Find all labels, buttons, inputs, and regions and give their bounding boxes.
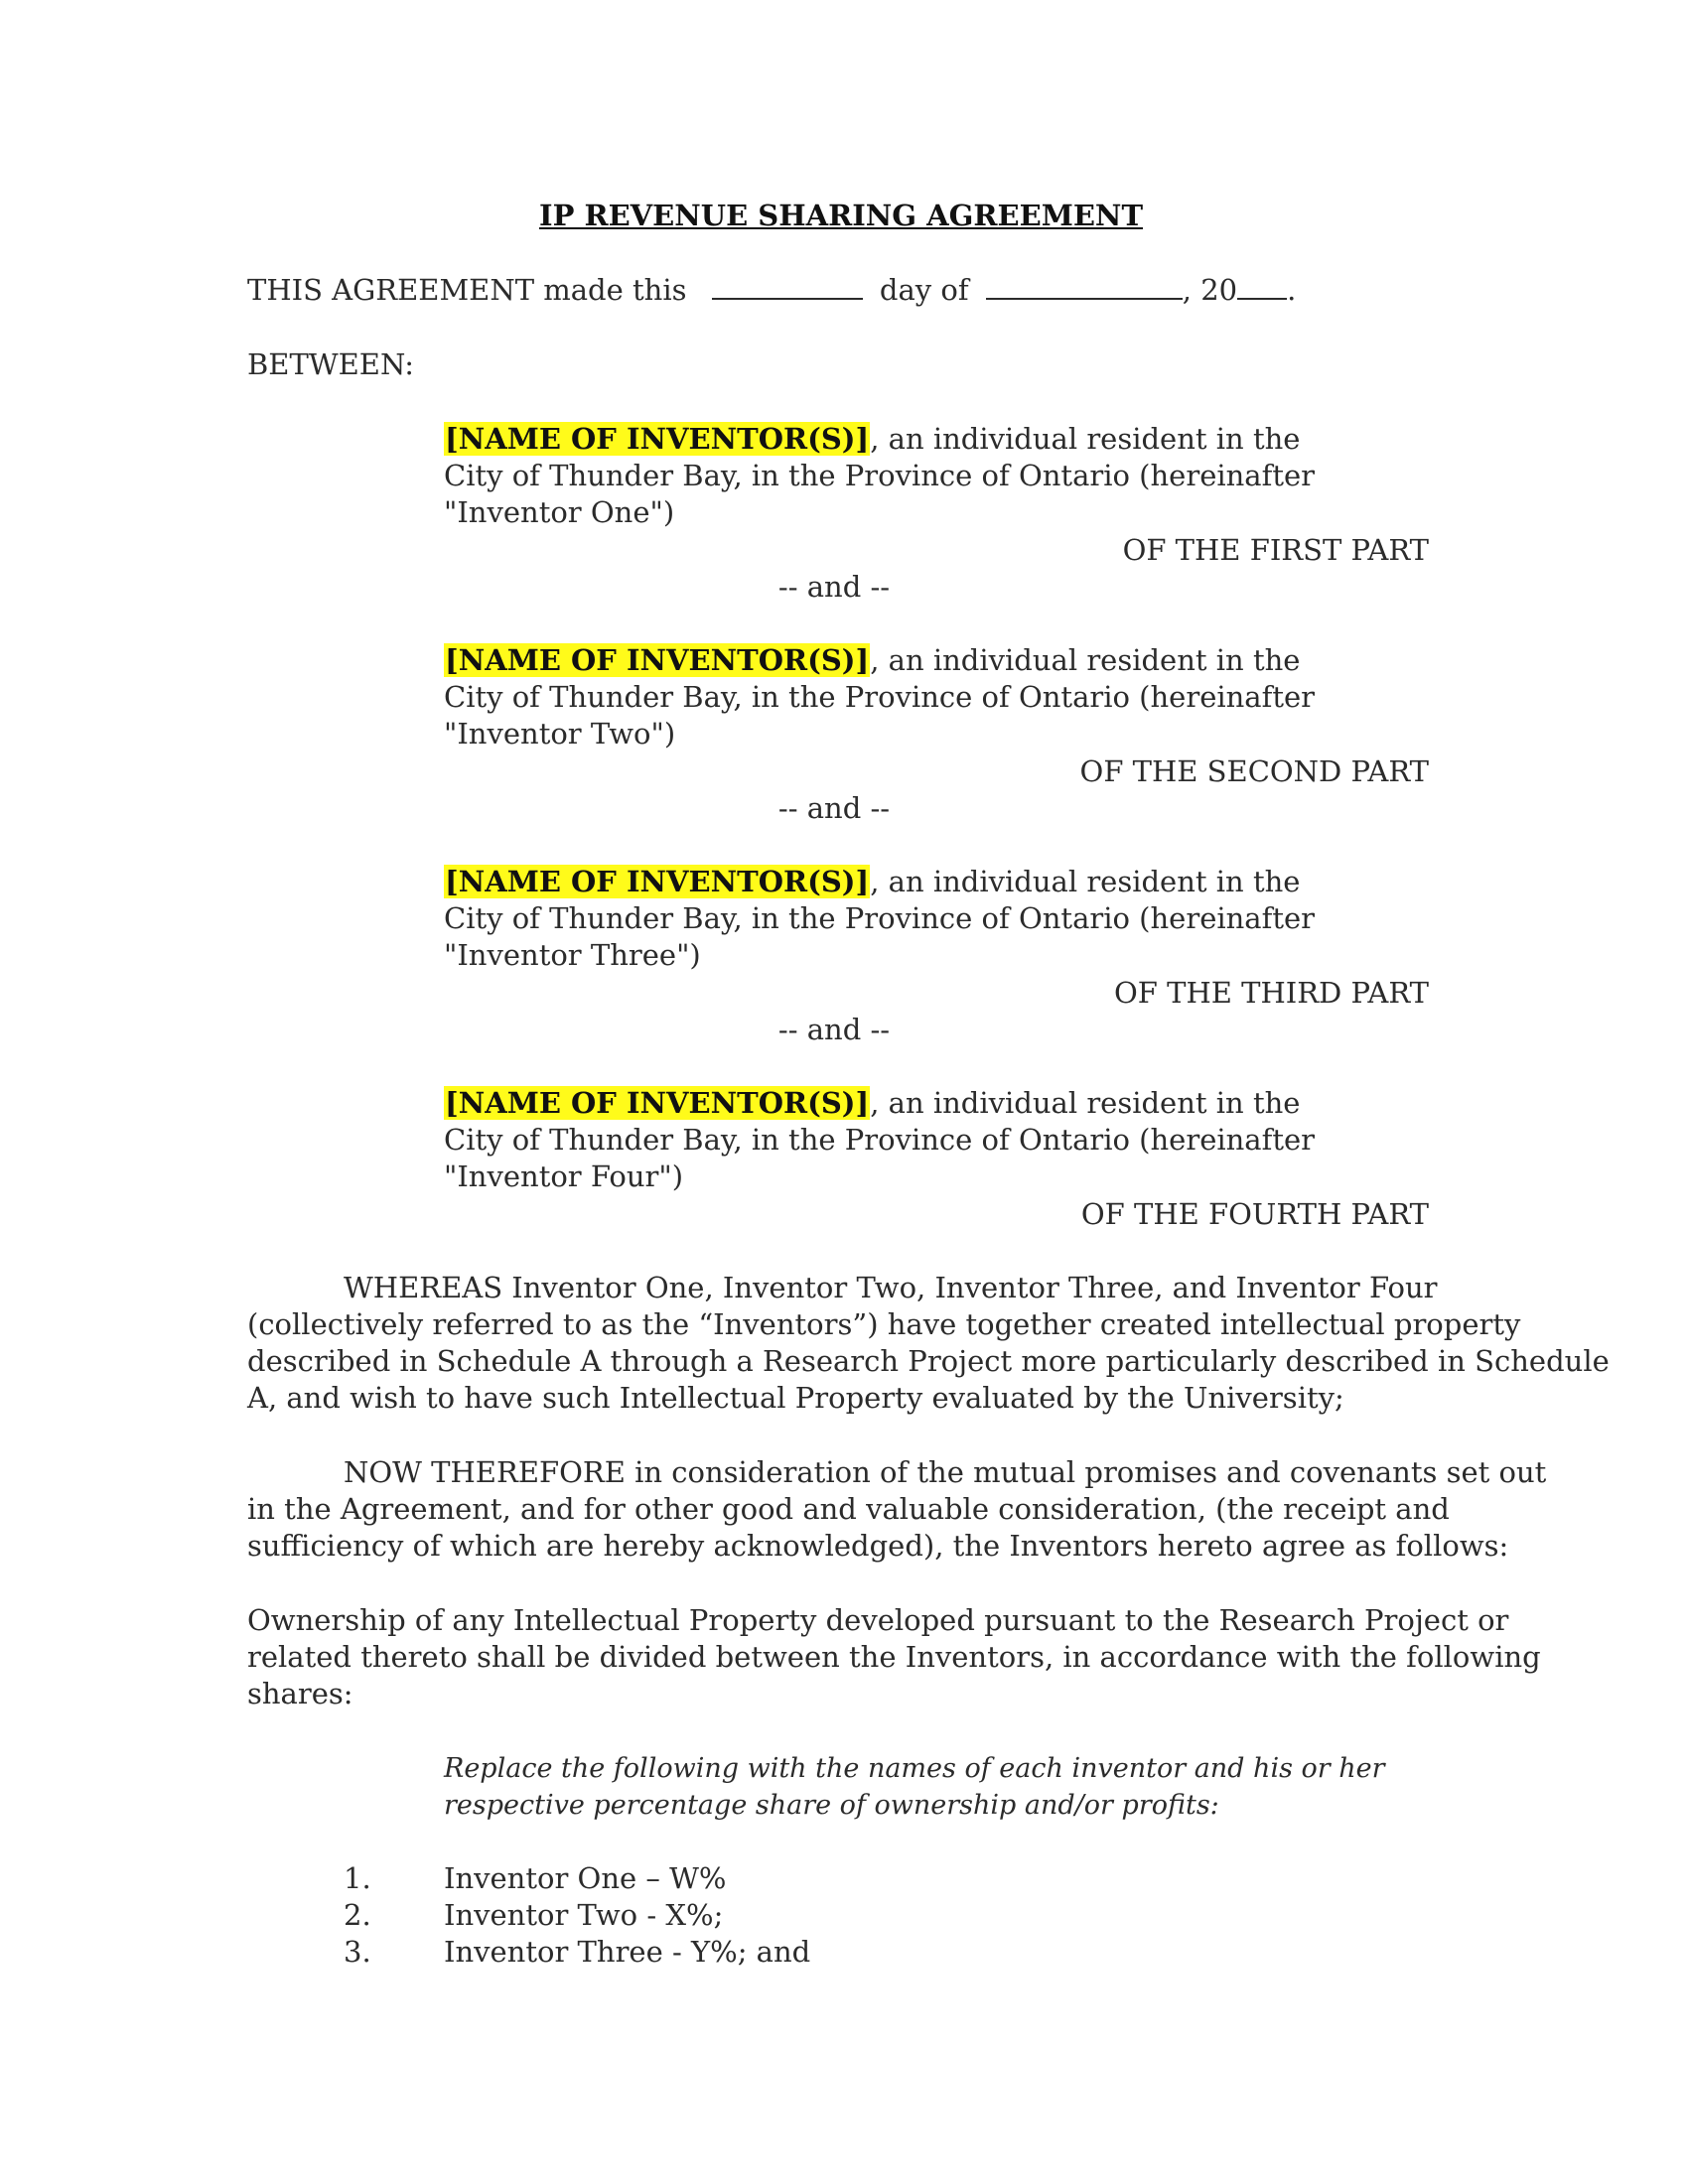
party-4-line-3: "Inventor Four") <box>444 1160 684 1193</box>
party-2-part-label: OF THE SECOND PART <box>1079 754 1429 788</box>
party-3-line-1 <box>444 865 1301 898</box>
share-item-text: Inventor Three - Y%; and <box>444 1935 811 1969</box>
year-prefix: , 20 <box>1182 273 1238 307</box>
share-item-number: 2. <box>344 1898 371 1932</box>
party-1-part-label: OF THE FIRST PART <box>1122 533 1429 567</box>
ownership-line-2: related thereto shall be divided between the Inventors, in accordance with the following <box>247 1640 1541 1674</box>
party-3-line-3: "Inventor Three") <box>444 938 701 972</box>
inventor-name-placeholder[interactable]: [NAME OF INVENTOR(S)] <box>445 422 870 456</box>
party-3-line-1-rest: , an individual resident in the <box>870 865 1301 898</box>
year-suffix: . <box>1287 273 1297 307</box>
party-1-line-1 <box>444 422 1301 456</box>
inventor-name-placeholder[interactable]: [NAME OF INVENTOR(S)] <box>445 1086 870 1120</box>
whereas-line-4: A, and wish to have such Intellectual Property evaluated by the University; <box>247 1381 1344 1415</box>
share-item-text: Inventor Two - X%; <box>444 1898 724 1932</box>
party-1-line-2: City of Thunder Bay, in the Province of Ontario (hereinafter <box>444 459 1316 492</box>
now-therefore-line-2: in the Agreement, and for other good and valuable consideration, (the receipt and <box>247 1492 1450 1526</box>
whereas-line-3: described in Schedule A through a Research Project more particularly described in Schedule <box>247 1344 1610 1378</box>
whereas-line-2: (collectively referred to as the “Inventors”) have together created intellectual property <box>247 1307 1521 1341</box>
year-blank[interactable] <box>1237 276 1287 300</box>
inventor-name-placeholder[interactable]: [NAME OF INVENTOR(S)] <box>445 865 870 898</box>
document-title: IP REVENUE SHARING AGREEMENT <box>539 199 1144 232</box>
day-of-text: day of <box>879 273 969 307</box>
party-3-part-label: OF THE THIRD PART <box>1114 976 1429 1010</box>
party-2-line-2: City of Thunder Bay, in the Province of Ontario (hereinafter <box>444 680 1316 714</box>
party-2-line-1-rest: , an individual resident in the <box>870 643 1301 677</box>
day-blank[interactable] <box>712 276 863 300</box>
and-separator-3: -- and -- <box>777 1013 891 1046</box>
ownership-line-3: shares: <box>247 1677 353 1710</box>
ownership-line-1: Ownership of any Intellectual Property developed pursuant to the Research Project or <box>247 1603 1509 1637</box>
between-label: BETWEEN: <box>247 347 415 381</box>
opening-line <box>247 273 1297 307</box>
month-blank[interactable] <box>986 276 1183 300</box>
party-1-line-1-rest: , an individual resident in the <box>870 422 1301 456</box>
party-3-line-2: City of Thunder Bay, in the Province of Ontario (hereinafter <box>444 901 1316 935</box>
party-4-line-2: City of Thunder Bay, in the Province of Ontario (hereinafter <box>444 1123 1316 1157</box>
share-item-number: 1. <box>344 1861 371 1895</box>
party-4-line-1-rest: , an individual resident in the <box>870 1086 1301 1120</box>
party-4-part-label: OF THE FOURTH PART <box>1080 1197 1429 1231</box>
and-separator-1: -- and -- <box>777 570 891 604</box>
party-2-line-3: "Inventor Two") <box>444 717 676 751</box>
instruction-line-2: respective percentage share of ownership and/or profits: <box>444 1790 1219 1821</box>
now-therefore-line-3: sufficiency of which are hereby acknowledged), the Inventors hereto agree as follows: <box>247 1529 1509 1563</box>
now-therefore-line-1: NOW THEREFORE in consideration of the mutual promises and covenants set out <box>344 1455 1547 1489</box>
inventor-name-placeholder[interactable]: [NAME OF INVENTOR(S)] <box>445 643 870 677</box>
made-this-text: THIS AGREEMENT made this <box>247 273 687 307</box>
party-4-line-1 <box>444 1086 1301 1120</box>
party-2-line-1 <box>444 643 1301 677</box>
and-separator-2: -- and -- <box>777 791 891 825</box>
whereas-line-1: WHEREAS Inventor One, Inventor Two, Inventor Three, and Inventor Four <box>344 1271 1438 1304</box>
share-item-number: 3. <box>344 1935 371 1969</box>
instruction-line-1: Replace the following with the names of each inventor and his or her <box>444 1753 1385 1784</box>
share-item-text: Inventor One – W% <box>444 1861 727 1895</box>
party-1-line-3: "Inventor One") <box>444 495 675 529</box>
